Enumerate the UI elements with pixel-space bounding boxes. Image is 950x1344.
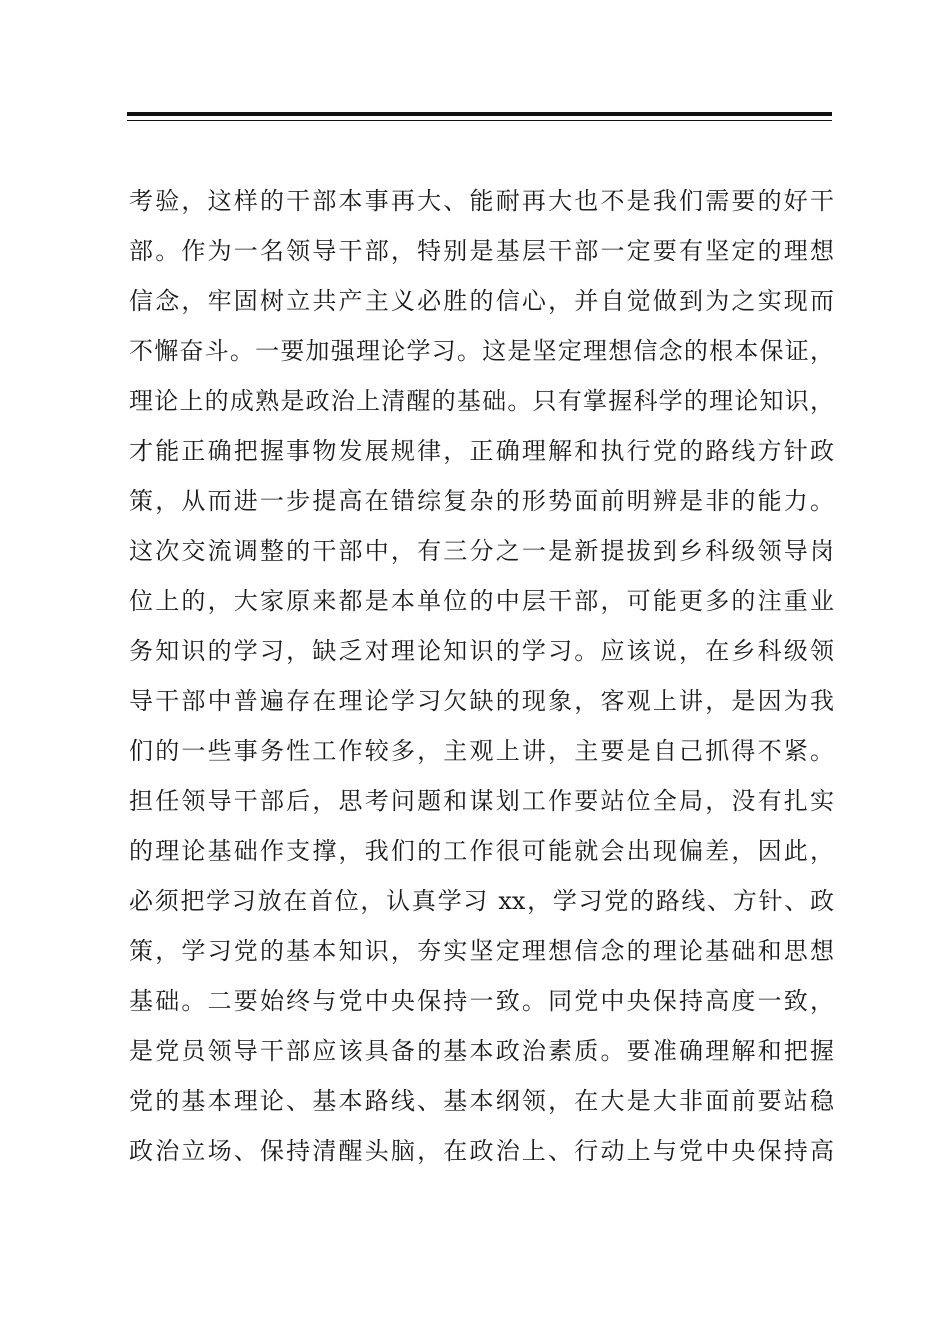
text-line: 的理论基础作支撑，我们的工作很可能就会出现偏差，因此，	[129, 837, 834, 865]
header-rule-thin	[127, 120, 832, 121]
text-line: 这次交流调整的干部中，有三分之一是新提拔到乡科级领导岗	[129, 537, 834, 565]
text-line: 信念，牢固树立共产主义必胜的信心，并自觉做到为之实现而	[129, 287, 834, 315]
text-line: 考验，这样的干部本事再大、能耐再大也不是我们需要的好干	[129, 187, 834, 215]
text-line: 基础。二要始终与党中央保持一致。同党中央保持高度一致，	[129, 987, 834, 1015]
text-line: 务知识的学习，缺乏对理论知识的学习。应该说，在乡科级领	[129, 637, 834, 665]
body-text	[129, 176, 834, 1176]
text-line: 担任领导干部后，思考问题和谋划工作要站位全局，没有扎实	[129, 787, 834, 815]
text-line: 才能正确把握事物发展规律，正确理解和执行党的路线方针政	[129, 437, 834, 465]
text-line: 是党员领导干部应该具备的基本政治素质。要准确理解和把握	[129, 1037, 834, 1065]
text-line: 位上的，大家原来都是本单位的中层干部，可能更多的注重业	[129, 587, 834, 615]
text-line: 导干部中普遍存在理论学习欠缺的现象，客观上讲，是因为我	[129, 687, 834, 715]
text-line: 必须把学习放在首位，认真学习 xx，学习党的路线、方针、政	[129, 887, 834, 915]
text-line: 策，从而进一步提高在错综复杂的形势面前明辨是非的能力。	[129, 487, 834, 515]
text-line: 党的基本理论、基本路线、基本纲领，在大是大非面前要站稳	[129, 1087, 834, 1115]
text-line: 们的一些事务性工作较多，主观上讲，主要是自己抓得不紧。	[129, 737, 834, 765]
text-line: 政治立场、保持清醒头脑，在政治上、行动上与党中央保持高	[129, 1137, 834, 1165]
text-line: 部。作为一名领导干部，特别是基层干部一定要有坚定的理想	[129, 237, 834, 265]
text-line: 不懈奋斗。一要加强理论学习。这是坚定理想信念的根本保证，	[129, 337, 834, 365]
text-line: 理论上的成熟是政治上清醒的基础。只有掌握科学的理论知识，	[129, 387, 834, 415]
text-line: 策，学习党的基本知识，夯实坚定理想信念的理论基础和思想	[129, 937, 834, 965]
header-rule-thick	[127, 112, 832, 116]
